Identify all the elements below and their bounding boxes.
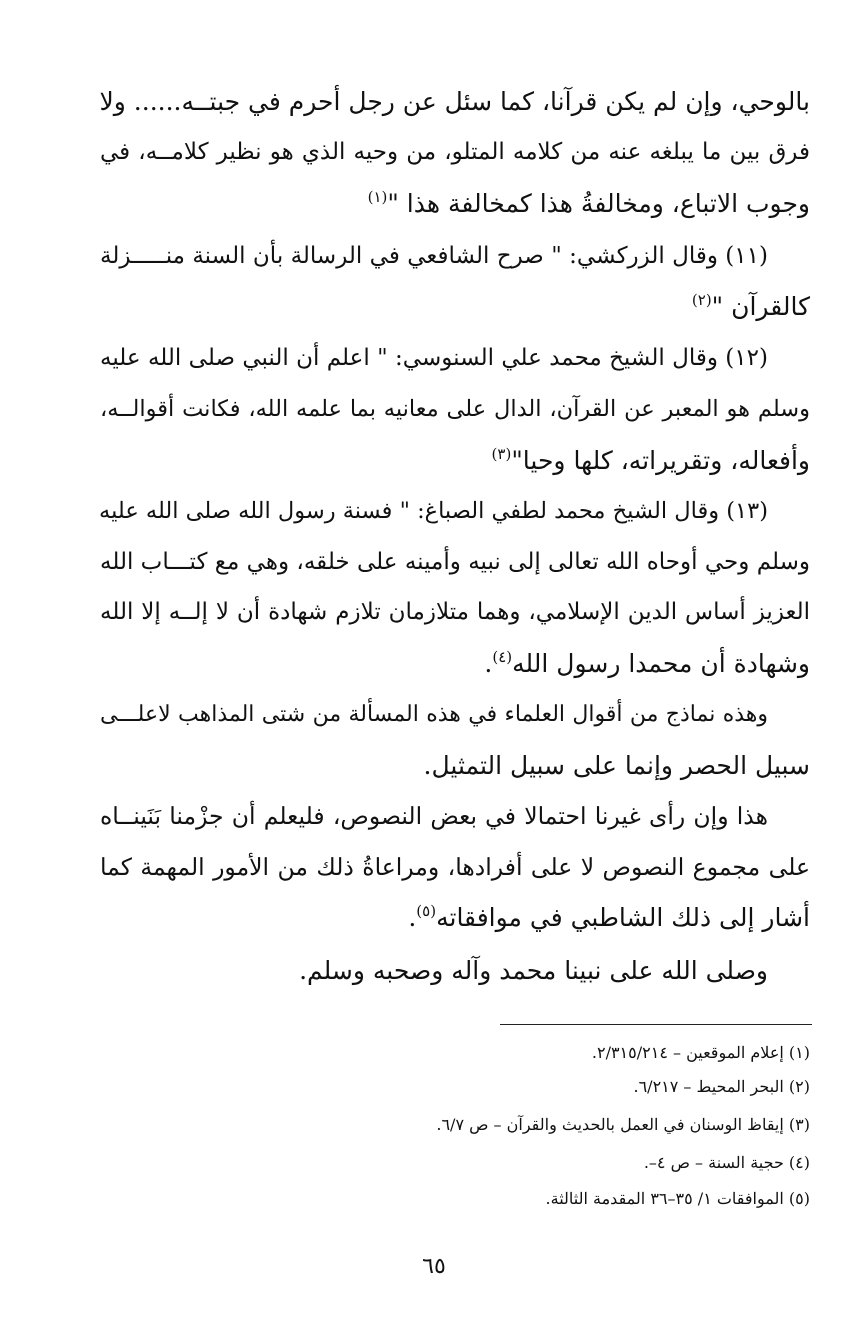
body-line: (١١) وقال الزركشي: " صرح الشافعي في الرسالة بأن السنة منـــــزلة [100, 243, 768, 269]
body-line: وهذه نماذج من أقوال العلماء في هذه المسألة من شتى المذاهب لاعلـــى [100, 702, 768, 727]
footnote-ref: (٤) [492, 648, 513, 666]
body-line: وشهادة أن محمدا رسول الله$^{(٤)}$. [484, 648, 810, 678]
body-line: وجوب الاتباع، ومخالفةُ هذا كمخالفة هذا "$^{(١)}$ [367, 188, 810, 218]
page-number: ٦٥ [422, 1254, 446, 1279]
footnote: (٢) البحر المحيط – ٦/٢١٧. [633, 1077, 810, 1096]
footnote: (٤) حجية السنة – ص ٤–. [643, 1153, 810, 1172]
body-line: فرق بين ما يبلغه عنه من كلامه المتلو، من وحيه الذي هو نظير كلامــه، في [100, 139, 810, 165]
body-line: بالوحي، وإن لم يكن قرآنا، كما سئل عن رجل أحرم في جبتــه...... ولا [99, 87, 810, 116]
footnote: (٥) الموافقات ١/ ٣٥–٣٦ المقدمة الثالثة. [545, 1189, 810, 1208]
body-line: على مجموع النصوص لا على أفرادها، ومراعاةُ ذلك من الأمور المهمة كما [100, 853, 810, 881]
body-line: سبيل الحصر وإنما على سبيل التمثيل. [423, 751, 810, 780]
footnote-separator [500, 1024, 812, 1025]
footnote-ref: (٣) [491, 445, 512, 463]
body-line: وأفعاله، وتقريراته، كلها وحيا"$^{(٣)}$ [491, 445, 810, 475]
footnote-ref: (١) [367, 188, 388, 206]
footnote: (٣) إيقاظ الوسنان في العمل بالحديث والقرآن – ص ٦/٧. [436, 1115, 810, 1134]
footnote-ref: (٢) [691, 291, 712, 309]
body-line: كالقرآن "$^{(٢)}$ [691, 291, 810, 321]
body-line: وسلم هو المعبر عن القرآن، الدال على معانيه بما علمه الله، فكانت أقوالــه، [100, 396, 810, 422]
closing-line: وصلى الله على نبينا محمد وآله وصحبه وسلم. [299, 956, 768, 985]
body-line: أشار إلى ذلك الشاطبي في موافقاته$^{(٥)}$. [408, 902, 810, 932]
body-line: (١٢) وقال الشيخ محمد علي السنوسي: " اعلم أن النبي صلى الله عليه [100, 345, 768, 371]
body-line: (١٣) وقال الشيخ محمد لطفي الصباغ: " فسنة رسول الله صلى الله عليه [99, 498, 768, 524]
footnote-ref: (٥) [416, 902, 437, 920]
footnote: (١) إعلام الموقعين – ٢/٣١٥/٢١٤. [591, 1043, 810, 1062]
body-line: العزيز أساس الدين الإسلامي، وهما متلازمان تلازم شهادة أن لا إلــه إلا الله [100, 599, 810, 625]
body-line: وسلم وحي أوحاه الله تعالى إلى نبيه وأمينه على خلقه، وهي مع كتـــاب الله [100, 549, 810, 575]
body-line: هذا وإن رأى غيرنا احتمالا في بعض النصوص، فليعلم أن جزْمنا بَنَينــاه [100, 802, 768, 830]
